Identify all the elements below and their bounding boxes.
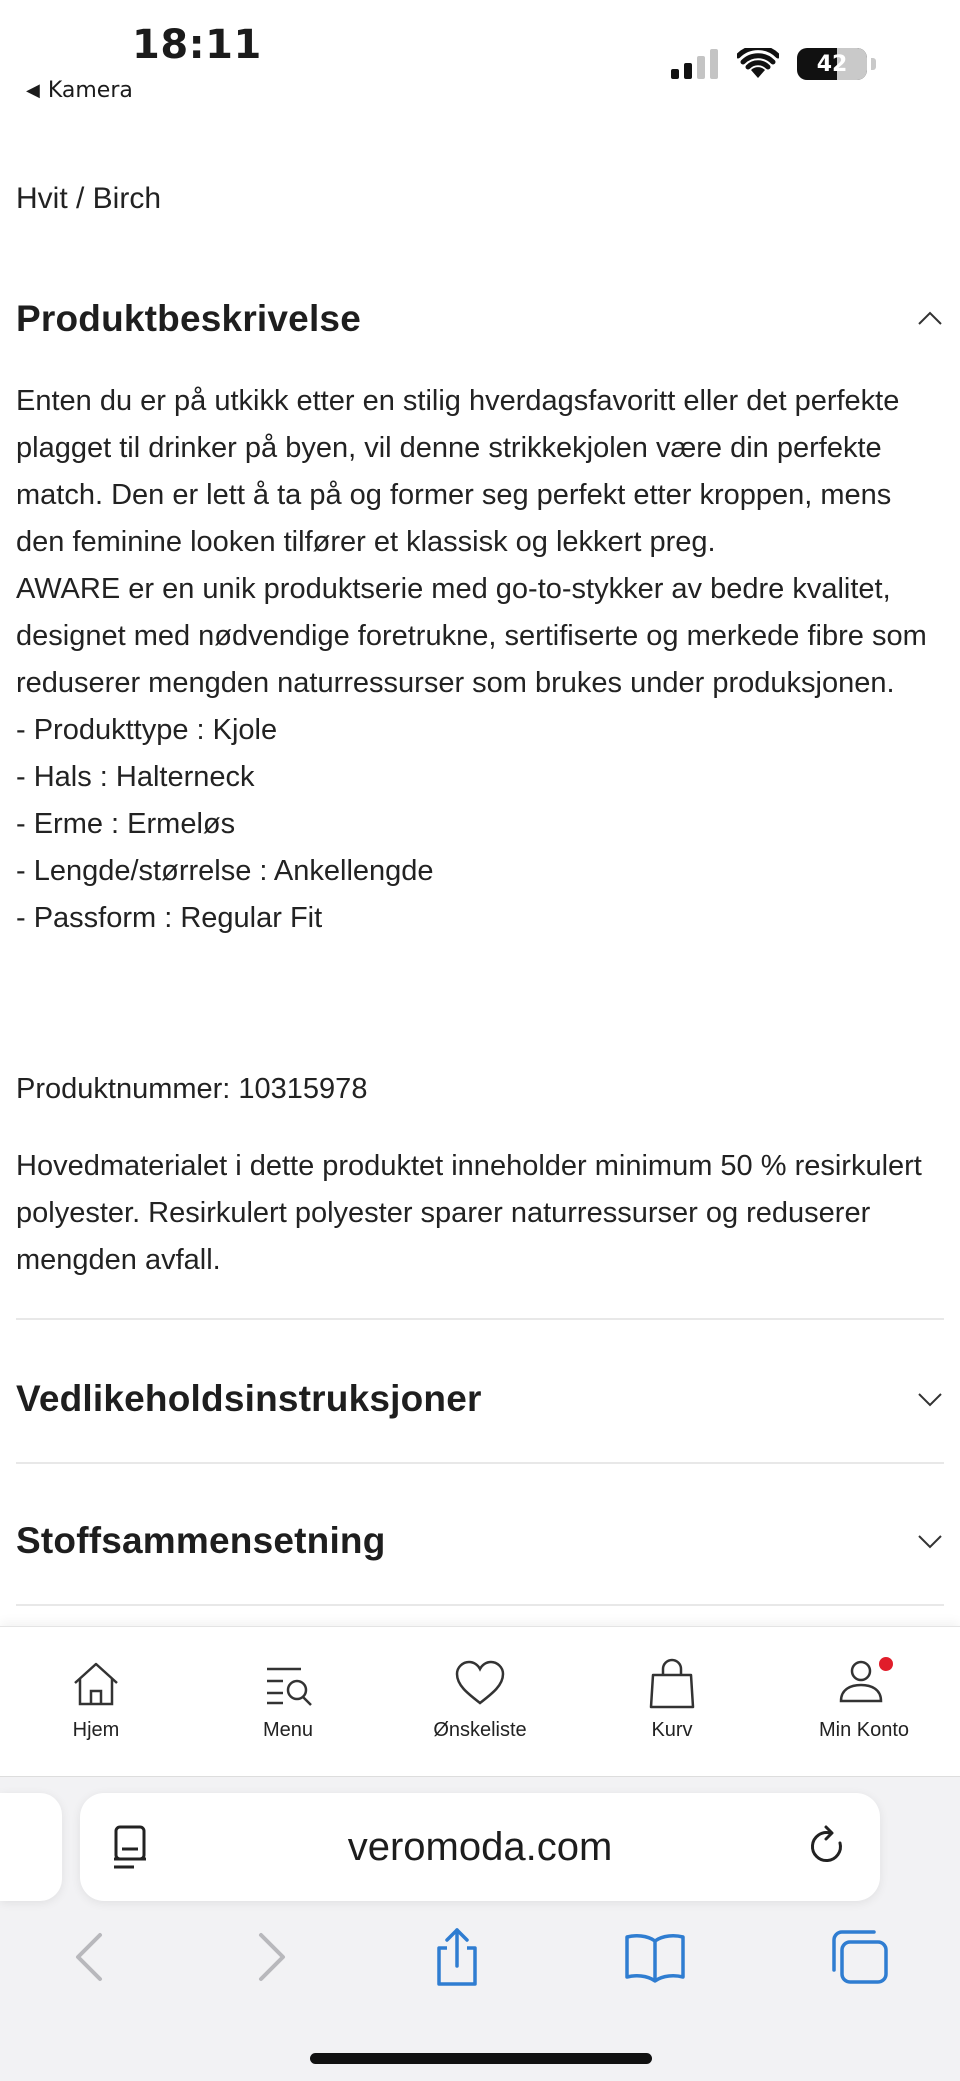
- nav-label: Menu: [262, 1719, 314, 1741]
- reload-icon[interactable]: [806, 1823, 850, 1871]
- nav-item-cart[interactable]: [582, 1657, 762, 1742]
- wifi-icon: [737, 48, 779, 80]
- account-icon-wrap: [837, 1657, 891, 1711]
- home-icon: [69, 1657, 123, 1711]
- chevron-down-icon: [916, 1527, 944, 1555]
- browser-toolbar: [0, 1776, 960, 2081]
- color-variant-label: Hvit / Birch: [16, 182, 162, 215]
- description-aware: AWARE er en unik produktserie med go-to-stykker av bedre kvalitet, designet med nødvendige foretrukne, sertifiserte og merkede fibre som reduserer mengden naturressurser som brukes under produksjonen.: [16, 573, 927, 699]
- nav-label: Kurv: [651, 1719, 693, 1741]
- notification-dot: [879, 1657, 893, 1671]
- status-bar: [0, 0, 960, 110]
- attribute-item: - Erme : Ermeløs: [16, 808, 236, 840]
- description-body: [16, 378, 944, 942]
- chevron-down-icon: [916, 1385, 944, 1413]
- address-bar[interactable]: [80, 1793, 880, 1901]
- menu-search-icon: [261, 1657, 315, 1711]
- fabric-accordion-header[interactable]: [16, 1520, 944, 1562]
- cellular-signal-icon: [671, 49, 719, 79]
- battery-tip: [871, 58, 876, 70]
- attribute-item: - Hals : Halterneck: [16, 761, 255, 793]
- attribute-item: - Passform : Regular Fit: [16, 902, 323, 934]
- back-arrow-icon[interactable]: [70, 1931, 110, 1983]
- chevron-up-icon: [916, 305, 944, 333]
- material-note: Hovedmaterialet i dette produktet inneholder minimum 50 % resirkulert polyester. Resirkulert polyester sparer naturressurser og reduserer mengden avfall.: [16, 1150, 922, 1276]
- home-indicator[interactable]: [310, 2053, 652, 2064]
- tabs-icon[interactable]: [828, 1928, 890, 1986]
- previous-tab-preview[interactable]: [0, 1793, 62, 1901]
- care-title: Vedlikeholdsinstruksjoner: [16, 1378, 482, 1419]
- description-accordion-header[interactable]: [16, 298, 944, 340]
- description-intro: Enten du er på utkikk etter en stilig hverdagsfavoritt eller det perfekte plagget til drinker på byen, vil denne strikkekjolen være din perfekte match. Den er lett å ta på og former seg perfekt etter kroppen, mens den feminine looken tilfører et klassisk og lekkert preg.: [16, 385, 900, 558]
- status-time: 18:11: [132, 22, 262, 68]
- back-triangle-icon: ◀: [26, 80, 40, 101]
- browser-tools: [0, 1917, 960, 1997]
- section-divider: [16, 1462, 944, 1464]
- fabric-title: Stoffsammensetning: [16, 1520, 386, 1561]
- battery-level: 42: [816, 51, 848, 77]
- reader-page-icon[interactable]: [110, 1823, 154, 1871]
- nav-item-home[interactable]: [6, 1657, 186, 1742]
- forward-arrow-icon[interactable]: [251, 1931, 291, 1983]
- description-title: Produktbeskrivelse: [16, 298, 361, 339]
- nav-label: Min Konto: [818, 1719, 910, 1741]
- back-app-label: Kamera: [47, 78, 133, 103]
- nav-item-account[interactable]: [774, 1657, 954, 1742]
- battery-indicator: [797, 48, 867, 80]
- nav-label: Ønskeliste: [433, 1719, 527, 1741]
- back-to-app-button[interactable]: [26, 78, 133, 103]
- nav-item-menu[interactable]: [198, 1657, 378, 1742]
- bag-icon: [645, 1657, 699, 1711]
- care-accordion-header[interactable]: [16, 1378, 944, 1420]
- bookmarks-icon[interactable]: [623, 1931, 687, 1983]
- url-text[interactable]: veromoda.com: [347, 1824, 613, 1869]
- site-bottom-nav: [0, 1626, 960, 1776]
- nav-item-wishlist[interactable]: [390, 1657, 570, 1742]
- section-divider: [16, 1604, 944, 1606]
- attribute-item: - Produkttype : Kjole: [16, 714, 278, 746]
- attribute-item: - Lengde/størrelse : Ankellengde: [16, 855, 434, 887]
- nav-label: Hjem: [72, 1719, 120, 1741]
- status-icons: [671, 48, 876, 80]
- share-icon[interactable]: [431, 1926, 483, 1988]
- heart-icon: [453, 1657, 507, 1711]
- section-divider: [16, 1318, 944, 1320]
- product-number: Produktnummer: 10315978: [16, 1073, 368, 1105]
